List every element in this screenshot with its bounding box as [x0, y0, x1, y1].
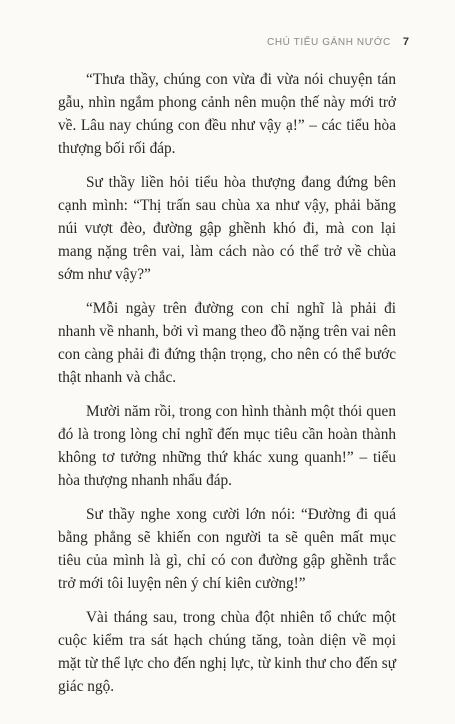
- paragraph: Vài tháng sau, trong chùa đột nhiên tổ chức một cuộc kiểm tra sát hạch chúng tăng, toàn diện về mọi mặt từ thể lực cho đến nghị lực, từ kinh thư cho đến sự giác ngộ.: [58, 609, 396, 695]
- paragraph: Mười năm rồi, trong con hình thành một thói quen đó là trong lòng chỉ nghĩ đến mục tiêu cần hoàn thành không tơ tưởng những thứ khác xung quanh!” – tiểu hòa thượng nhanh nhẩu đáp.: [58, 403, 396, 489]
- paragraph: “Thưa thầy, chúng con vừa đi vừa nói chuyện tán gẫu, nhìn ngắm phong cảnh nên muộn thế này mới trở về. Lâu nay chúng con đều như vậy ạ!” – các tiểu hòa thượng bối rối đáp.: [58, 71, 396, 157]
- chapter-title: CHÚ TIỂU GÁNH NƯỚC: [267, 37, 391, 48]
- body-text: [58, 68, 396, 709]
- page-number: 7: [402, 36, 409, 48]
- running-header: [267, 36, 409, 48]
- paragraph: Sư thầy nghe xong cười lớn nói: “Đường đi quá bằng phẳng sẽ khiến con người ta sẽ quên mất mục tiêu của mình là gì, chỉ có con đường gập ghềnh trắc trở mới tôi luyện nên ý chí kiên cường!”: [58, 506, 396, 592]
- paragraph: “Mỗi ngày trên đường con chỉ nghĩ là phải đi nhanh về nhanh, bởi vì mang theo đồ nặng trên vai nên con càng phải đi đứng thận trọng, cho nên có thể bước thật nhanh và chắc.: [58, 300, 396, 386]
- paragraph: Sư thầy liền hỏi tiểu hòa thượng đang đứng bên cạnh mình: “Thị trấn sau chùa xa như vậy, phải băng núi vượt đèo, đường gập ghềnh khó đi, mà con lại mang nặng trên vai, làm cách nào có thể trở về chùa sớm như vậy?”: [58, 174, 396, 283]
